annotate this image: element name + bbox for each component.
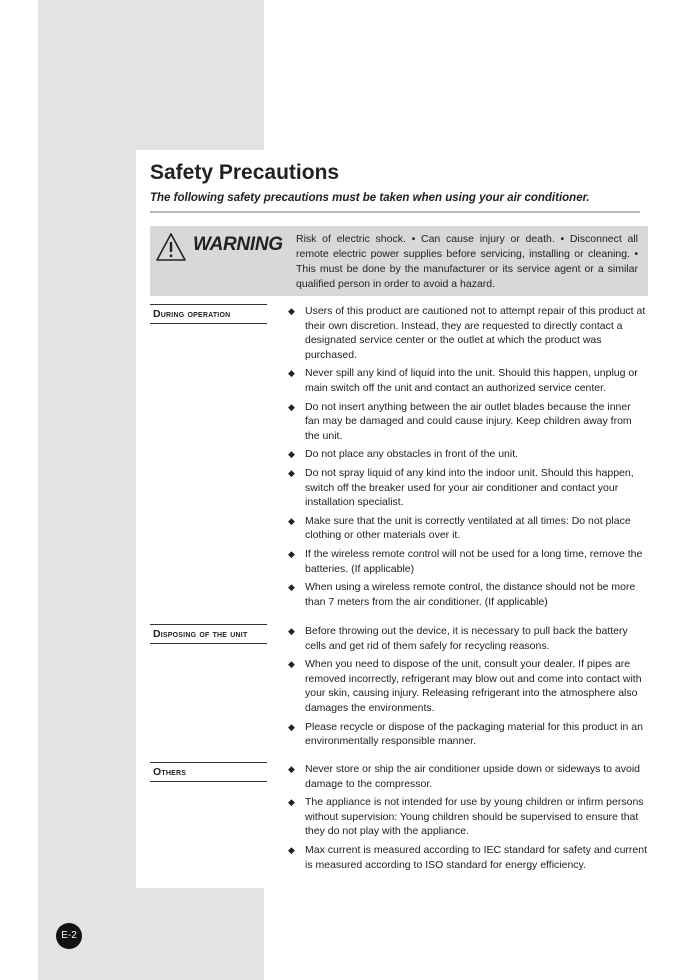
page-subtitle: The following safety precautions must be taken when using your air conditioner. [150,192,590,204]
diamond-bullet-icon: ◆ [288,467,295,478]
diamond-bullet-icon: ◆ [288,449,295,460]
diamond-bullet-icon: ◆ [288,548,295,559]
diamond-bullet-icon: ◆ [288,368,295,379]
warning-text: Risk of electric shock. • Can cause injury or death. • Disconnect all remote electric power supplies before servicing, installing or cleaning. • This must be done by the manufacturer or its service agent or a similar qualified person in order to avoid a hazard. [296,233,638,290]
list-item [288,547,648,576]
list-item [288,795,648,839]
bullet-text: Do not spray liquid of any kind into the indoor unit. Should this happen, switch off the breaker used for your air conditioner and contact your installation specialist. [305,466,634,509]
list-item [288,447,648,462]
bullet-text: Before throwing out the device, it is necessary to pull back the battery cells and get rid of them safely for recycling reasons. [305,625,628,652]
section-label-others: Others [150,762,267,782]
diamond-bullet-icon: ◆ [288,306,295,316]
bullet-text: When using a wireless remote control, the distance should not be more than 7 meters from the air conditioner. (If applicable) [305,581,636,608]
list-item [288,514,648,543]
diamond-bullet-icon: ◆ [288,401,295,412]
bullet-text: Users of this product are cautioned not to attempt repair of this product at their own discretion. Instead, they are requested to directly contact a designated service center or the outlet at which the product was purchased. [305,305,646,361]
list-item [288,366,648,395]
bullet-text: Do not place any obstacles in front of the unit. [305,448,519,461]
diamond-bullet-icon: ◆ [288,626,295,636]
list-item [288,580,648,609]
bullet-list-others [288,762,648,876]
section-label-during-operation: During operation [150,304,267,324]
bullet-text: Max current is measured according to IEC standard for safety and current is measured according to ISO standard for energy efficiency. [305,843,647,871]
bullet-text: Never spill any kind of liquid into the unit. Should this happen, unplug or main switch off the unit and contact an authorized service center. [305,367,638,394]
diamond-bullet-icon: ◆ [288,659,295,670]
warning-triangle-icon [155,232,187,262]
list-item [288,720,648,749]
bullet-list-disposing-of-the-unit [288,624,648,753]
list-item [288,466,648,510]
bullet-text: When you need to dispose of the unit, consult your dealer. If pipes are removed incorrectly, refrigerant may blow out and come into contact with your skin, causing injury. Releasing refrigerant into the atmosphere also damages the environments. [305,658,642,714]
list-item [288,304,648,362]
bullet-text: Do not insert anything between the air outlet blades because the inner fan may be damaged and could cause injury. Keep children away from the unit. [305,400,632,442]
bullet-text: Never store or ship the air conditioner upside down or sideways to avoid damage to the compressor. [305,763,641,790]
list-item [288,400,648,444]
diamond-bullet-icon: ◆ [288,721,295,732]
bullet-text: Please recycle or dispose of the packaging material for this product in an environmentally responsible manner. [305,720,643,748]
bullet-list-during-operation [288,304,648,613]
bullet-text: If the wireless remote control will not be used for a long time, remove the batteries. (If applicable) [305,547,643,575]
diamond-bullet-icon: ◆ [288,582,295,593]
list-item [288,657,648,715]
diamond-bullet-icon: ◆ [288,515,295,526]
title-divider [150,211,640,213]
list-item [288,762,648,791]
warning-label: WARNING [193,234,283,255]
diamond-bullet-icon: ◆ [288,764,295,774]
warning-box [150,226,648,296]
diamond-bullet-icon: ◆ [288,844,295,855]
page-number-badge: E-2 [56,923,82,949]
section-label-disposing-of-the-unit: Disposing of the unit [150,624,267,644]
diamond-bullet-icon: ◆ [288,797,295,808]
bullet-text: The appliance is not intended for use by young children or infirm persons without supervision: Young children should be supervised to ensure that they do not play with the appliance. [305,796,644,838]
list-item [288,843,648,872]
bullet-text: Make sure that the unit is correctly ventilated at all times: Do not place clothing or other materials over it. [305,514,631,542]
list-item [288,624,648,653]
page-title: Safety Precautions [150,161,340,184]
